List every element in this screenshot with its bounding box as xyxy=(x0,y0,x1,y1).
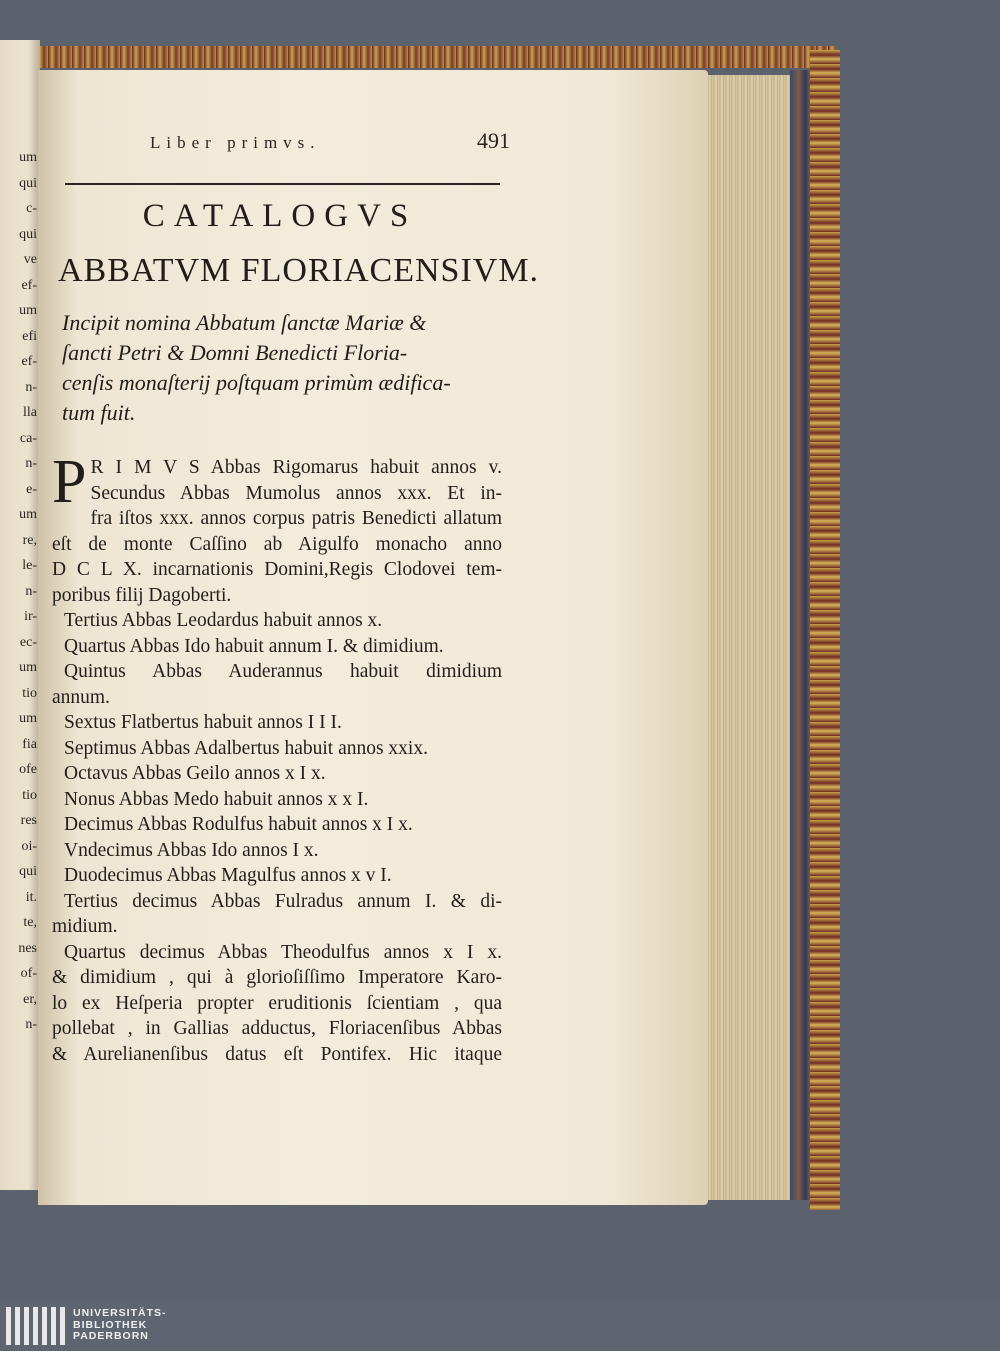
left-page-fragment: ec- xyxy=(19,634,37,650)
text-line: Vndecimus Abbas Ido annos I x. xyxy=(64,839,319,861)
text-line: midium. xyxy=(52,916,118,937)
left-page-fragment: le- xyxy=(22,558,37,573)
left-page-fragment: er, xyxy=(23,991,37,1007)
text-line: Decimus Abbas Rodulfus habuit annos x I x. xyxy=(64,814,413,835)
logo-line: BIBLIOTHEK xyxy=(73,1318,148,1331)
text-line: Secundus Abbas Mumolus annos xxx. Et in- xyxy=(90,482,502,504)
left-page-fragment: ef- xyxy=(21,354,37,369)
left-page-fragment: ve xyxy=(23,252,37,267)
left-page-fragment: ir- xyxy=(24,609,37,624)
left-page-fragment: ofe xyxy=(19,762,37,777)
text-line: pollebat , in Gallias adductus, Floriacenſibus Abbas xyxy=(52,1018,502,1039)
left-page-fragment: ca- xyxy=(19,430,37,446)
left-page-fragment: it. xyxy=(25,889,37,905)
left-page-fragment: ef- xyxy=(21,277,37,293)
left-page-fragment: lla xyxy=(23,405,37,420)
left-page-fragment: um xyxy=(19,303,37,318)
left-page-fragment: fia xyxy=(22,736,37,752)
left-page-fragment: nes xyxy=(18,940,37,956)
left-page-fragment: te, xyxy=(23,915,37,930)
left-page-fragment: c- xyxy=(26,201,37,216)
text-line: Quartus Abbas Ido habuit annum I. & dimidium. xyxy=(64,635,444,657)
text-line: Octavus Abbas Geilo annos x I x. xyxy=(64,763,326,784)
left-page-fragment: efi xyxy=(22,328,37,344)
text-line: & Aurelianenſibus datus eſt Pontifex. Hic itaque xyxy=(52,1043,502,1065)
text-line: Quartus decimus Abbas Theodulfus annos x I x. xyxy=(64,941,502,963)
incipit-line: ſancti Petri & Domni Benedicti Floria- xyxy=(62,340,408,365)
text-line: annum. xyxy=(52,686,110,708)
heading-line-2: ABBATVM FLORIACENSIVM. xyxy=(58,252,540,289)
incipit-line: tum fuit. xyxy=(62,400,136,425)
left-page-fragment: n- xyxy=(25,583,37,599)
left-page-fragment: e- xyxy=(26,481,37,497)
left-page-fragment: qui xyxy=(19,226,37,242)
left-page-fragment: um xyxy=(19,711,37,726)
left-page-fragment: of- xyxy=(20,966,37,981)
text-line: Quintus Abbas Auderannus habuit dimidium xyxy=(64,661,502,682)
left-page-fragment: tio xyxy=(22,685,37,701)
logo-line: UNIVERSITÄTS- xyxy=(73,1307,167,1320)
text-line: D C L X. incarnationis Domini,Regis Clodovei tem- xyxy=(52,559,502,580)
marbled-cover-edge xyxy=(790,70,812,1200)
incipit-line: Incipit nomina Abbatum ſanctæ Mariæ & xyxy=(62,310,427,335)
left-page-fragment: res xyxy=(20,813,37,828)
running-head-title: Liber primvs. xyxy=(150,133,321,152)
header-rule xyxy=(65,183,500,185)
text-line: Septimus Abbas Adalbertus habuit annos xxix. xyxy=(64,737,428,759)
text-line: Sextus Flatbertus habuit annos I I I. xyxy=(64,712,342,733)
text-line: Tertius decimus Abbas Fulradus annum I. & di- xyxy=(64,890,502,912)
left-page-fragment: um xyxy=(19,507,37,522)
drop-cap: P xyxy=(52,448,87,516)
left-page-fragment: um xyxy=(19,150,37,165)
left-page-fragment: oi- xyxy=(21,838,37,854)
heading-line-1: CATALOGVS xyxy=(142,198,418,234)
abbot-list xyxy=(52,448,502,1067)
left-page-fragment: tio xyxy=(22,787,37,803)
logo-line: PADERBORN xyxy=(73,1330,149,1343)
left-page-fragment: n- xyxy=(25,379,37,395)
library-logo-icon xyxy=(6,1307,65,1345)
gilt-border xyxy=(810,50,840,1210)
running-head xyxy=(150,128,510,154)
incipit xyxy=(62,308,504,428)
text-line: eſt de monte Caſſino ab Aigulfo monacho anno xyxy=(52,533,502,555)
left-page-fragment: qui xyxy=(19,175,37,191)
left-page-fragment: re, xyxy=(22,532,37,548)
left-page-edge xyxy=(0,40,40,1190)
text-line: R I M V S Abbas Rigomarus habuit annos v. xyxy=(90,457,502,478)
left-page-fragment: n- xyxy=(25,456,37,471)
text-line: Tertius Abbas Leodardus habuit annos x. xyxy=(64,610,383,631)
text-line: Duodecimus Abbas Magulfus annos x v I. xyxy=(64,865,392,886)
incipit-line: cenſis monaſterij poſtquam primùm ædifica- xyxy=(62,370,451,395)
left-page-fragment: qui xyxy=(19,864,37,879)
text-line: & dimidium , qui à glorioſiſſimo Imperatore Karo- xyxy=(52,967,502,988)
page-fore-edge xyxy=(700,75,792,1200)
page-number: 491 xyxy=(477,128,510,153)
top-binding-edge xyxy=(0,46,835,68)
left-page-fragment: um xyxy=(19,660,37,675)
text-line: lo ex Heſperia propter eruditionis ſcientiam , qua xyxy=(52,992,502,1014)
text-line: poribus filij Dagoberti. xyxy=(52,584,232,606)
footer-bar xyxy=(0,1300,1000,1351)
text-line: fra iſtos xxx. annos corpus patris Benedicti allatum xyxy=(90,508,502,529)
text-line: Nonus Abbas Medo habuit annos x x I. xyxy=(64,788,369,810)
library-logo-text xyxy=(73,1308,167,1343)
left-page-fragment: n- xyxy=(25,1017,37,1032)
